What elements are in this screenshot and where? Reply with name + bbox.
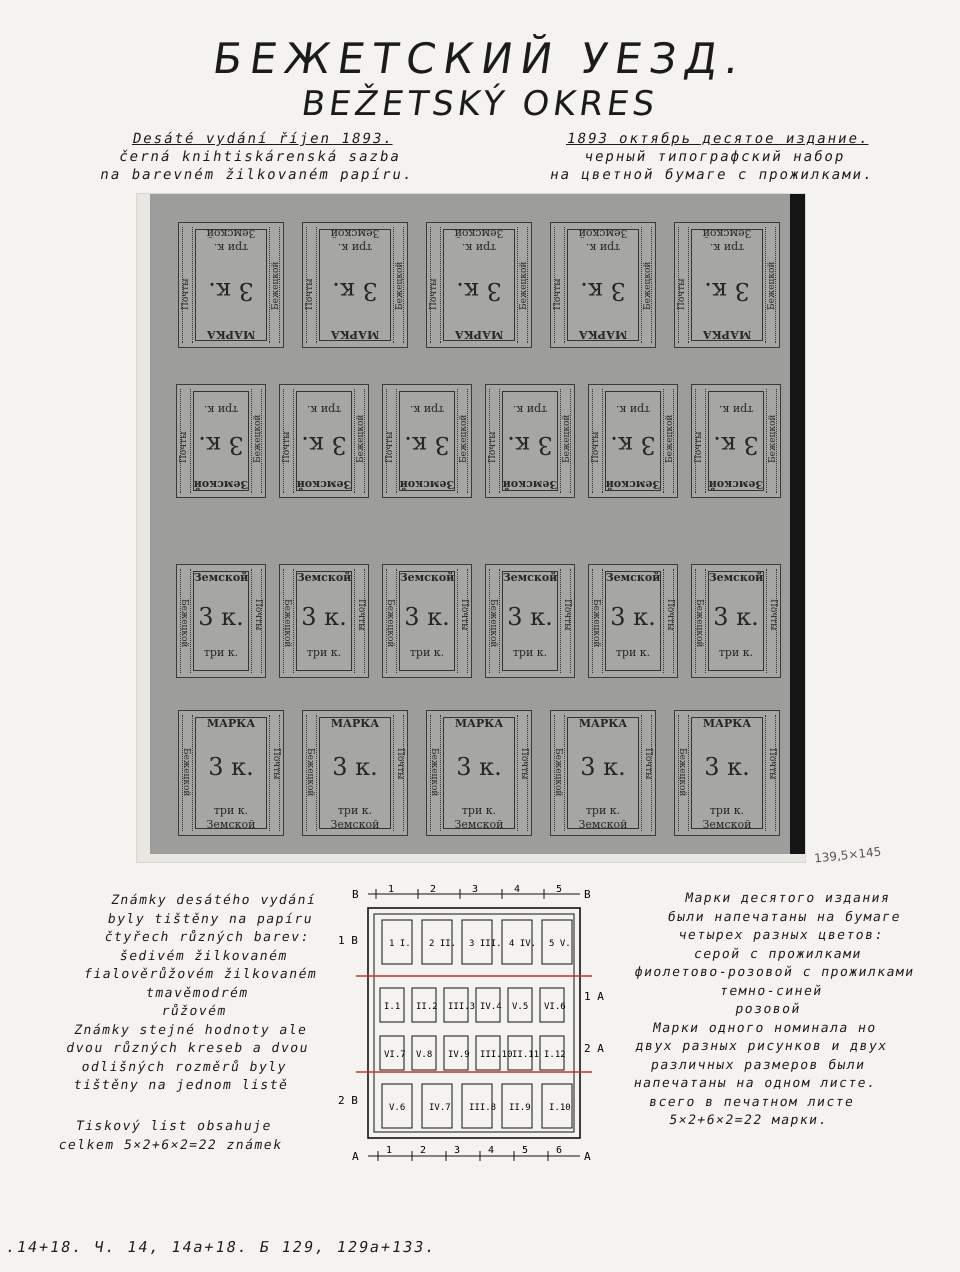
stamp-words: три к.	[306, 646, 342, 659]
stamp	[674, 710, 780, 836]
stamp	[691, 384, 781, 498]
diagram-stamp-label: II.11	[512, 1050, 540, 1060]
stamp-side-text: Бежецкой	[271, 261, 281, 310]
diagram-stamp-label: 2 II.	[429, 939, 457, 949]
caption-right-line1: черный типографский набор	[583, 149, 847, 165]
stamp-side-text: Бежецкой	[429, 748, 439, 797]
caption-left-heading: Desáté vydání říjen 1893.	[131, 131, 395, 147]
stamp-side-text: Почты	[282, 432, 292, 464]
diagram-row-label: 1 B	[338, 934, 358, 947]
stamp	[302, 710, 408, 836]
stamp-denomination: 3 к.	[404, 603, 450, 632]
diagram-row-label: 1 A	[584, 990, 604, 1003]
stamp-side-text: Почты	[385, 432, 395, 464]
stamp-denomination: 3 к.	[208, 753, 254, 782]
stamp-top-text: МАРКА	[578, 717, 628, 730]
size-note: 139,5×145	[813, 844, 882, 866]
description-russian-line: всего в печатном листе	[647, 1094, 856, 1110]
diagram-stamp-label: IV.7	[429, 1103, 451, 1113]
stamp-side-text: Бежецкой	[179, 598, 189, 647]
diagram-stamp-label: 3 III.	[469, 939, 502, 949]
stamp-words: три к.	[709, 241, 745, 254]
stamp-top-text: Земской	[502, 478, 558, 491]
caption-left-line1: černá knihtiskárenská sazba	[117, 149, 403, 165]
stamp-bottom-text: Земской	[330, 227, 380, 240]
diagram-stamp-label: III.10	[480, 1050, 513, 1060]
description-czech-line: tmavěmodrém	[144, 985, 250, 1001]
diagram-top-mark: 1	[388, 884, 395, 895]
diagram-bottom-mark: 2	[420, 1145, 427, 1156]
description-russian-line: напечатаны на одном листе.	[632, 1076, 878, 1091]
stamp-side-text: Почты	[553, 278, 563, 310]
stamp-top-text: Земской	[193, 571, 249, 584]
stamp	[588, 384, 678, 498]
diagram-stamp-label: VI.7	[384, 1050, 406, 1060]
description-czech-line: odlišných rozměrů byly	[80, 1059, 289, 1075]
stamp-sheet	[150, 194, 790, 854]
stamp-bottom-text: Земской	[454, 227, 504, 240]
stamp-top-text: Земской	[502, 571, 558, 584]
diagram-corner-label: A	[584, 1150, 591, 1163]
stamp-top-text: МАРКА	[578, 328, 628, 341]
description-czech-line: fialověrůžovém žilkovaném	[82, 967, 319, 982]
stamp-denomination: 3 к.	[507, 430, 553, 459]
diagram-stamp-label: III.8	[469, 1103, 497, 1113]
stamp	[302, 222, 408, 348]
diagram-bottom-mark: 4	[488, 1145, 495, 1156]
stamp-words: три к.	[409, 403, 445, 416]
diagram-top-mark: 2	[430, 884, 437, 895]
stamp	[426, 710, 532, 836]
stamp-top-text: Земской	[296, 571, 352, 584]
diagram-stamp-label: IV.4	[480, 1002, 502, 1012]
stamp-side-text: Почты	[694, 432, 704, 464]
page-subtitle: BEŽETSKÝ OKRES	[299, 84, 661, 124]
stamp	[550, 710, 656, 836]
stamp-top-text: Земской	[399, 571, 455, 584]
diagram-stamp-label: II.2	[416, 1002, 438, 1012]
stamp-side-text: Бежецкой	[694, 598, 704, 647]
stamp-side-text: Почты	[677, 278, 687, 310]
stamp-denomination: 3 к.	[301, 603, 347, 632]
stamp-denomination: 3 к.	[704, 276, 750, 305]
stamp-side-text: Почты	[271, 748, 281, 780]
diagram-bottom-mark: 1	[386, 1145, 393, 1156]
stamp-top-text: МАРКА	[206, 717, 256, 730]
stamp-side-text: Почты	[519, 748, 529, 780]
catalog-reference: .14+18. Ч. 14, 14а+18. Б 129, 129а+133.	[4, 1238, 438, 1256]
diagram-top-mark: 3	[472, 884, 479, 895]
stamp-denomination: 3 к.	[456, 276, 502, 305]
stamp-side-text: Бежецкой	[395, 261, 405, 310]
diagram-top-mark: 4	[514, 884, 521, 895]
stamp-words: три к.	[585, 241, 621, 254]
description-czech-line: růžovém	[160, 1004, 229, 1019]
stamp-denomination: 3 к.	[332, 276, 378, 305]
diagram-bottom-mark: 5	[522, 1145, 529, 1156]
stamp-top-text: МАРКА	[330, 717, 380, 730]
stamp	[674, 222, 780, 348]
description-russian	[577, 890, 959, 1131]
stamp-side-text: Почты	[459, 598, 469, 630]
stamp-words: три к.	[409, 646, 445, 659]
stamp-side-text: Бежецкой	[768, 415, 778, 464]
page-title: БЕЖЕТСКИЙ УЕЗД.	[209, 34, 751, 83]
stamp-side-text: Бежецкой	[181, 748, 191, 797]
stamp-side-text: Бежецкой	[562, 415, 572, 464]
description-czech-line: šedivém žilkovaném	[118, 948, 290, 964]
stamp-side-text: Почты	[562, 598, 572, 630]
stamp-side-text: Почты	[305, 278, 315, 310]
diagram-stamp-label: III.3	[448, 1002, 476, 1012]
stamp-side-text: Почты	[488, 432, 498, 464]
stamp	[279, 564, 369, 678]
stamp-words: три к.	[203, 403, 239, 416]
description-czech-line: Známky desátého vydání	[109, 893, 318, 908]
stamp-side-text: Почты	[591, 432, 601, 464]
stamp	[176, 564, 266, 678]
stamp	[382, 564, 472, 678]
stamp-side-text: Бежецкой	[488, 598, 498, 647]
stamp-words: три к.	[512, 403, 548, 416]
stamp-words: три к.	[461, 241, 497, 254]
stamp-side-text: Почты	[768, 598, 778, 630]
stamp-bottom-text: Земской	[702, 227, 752, 240]
stamp-side-text: Бежецкой	[356, 415, 366, 464]
stamp-top-text: Земской	[708, 571, 764, 584]
diagram-stamp-label: 1 I.	[389, 939, 411, 949]
stamp-side-text: Почты	[356, 598, 366, 630]
diagram-stamp-label: II.9	[509, 1103, 531, 1113]
description-czech-line: celkem 5×2+6×2=22 známek	[57, 1137, 284, 1153]
stamp-words: три к.	[585, 804, 621, 817]
stamp-side-text: Почты	[643, 748, 653, 780]
stamp-top-text: Земской	[296, 478, 352, 491]
caption-right-line2: на цветной бумаге с прожилками.	[548, 167, 875, 183]
stamp-top-text: Земской	[605, 571, 661, 584]
diagram-row-label: 2 B	[338, 1094, 358, 1107]
stamp-top-text: МАРКА	[702, 328, 752, 341]
stamp-denomination: 3 к.	[456, 753, 502, 782]
stamp-side-text: Бежецкой	[282, 598, 292, 647]
description-russian-line: двух разных рисунков и двух	[634, 1039, 889, 1054]
diagram-bottom-mark: 3	[454, 1145, 461, 1156]
diagram-corner-label: A	[352, 1150, 359, 1163]
stamp-denomination: 3 к.	[332, 753, 378, 782]
stamp	[426, 222, 532, 348]
stamp-side-text: Почты	[181, 278, 191, 310]
stamp-top-text: Земской	[708, 478, 764, 491]
description-russian-line: 5×2+6×2=22 марки.	[667, 1113, 830, 1128]
stamp-words: три к.	[615, 403, 651, 416]
stamp-side-text: Бежецкой	[677, 748, 687, 797]
stamp-words: три к.	[615, 646, 651, 659]
stamp-top-text: МАРКА	[454, 328, 504, 341]
diagram-stamp-label: V.8	[416, 1050, 433, 1060]
stamp-denomination: 3 к.	[580, 753, 626, 782]
caption-right	[515, 130, 915, 184]
stamp-bottom-text: Земской	[454, 818, 504, 831]
stamp-top-text: МАРКА	[330, 328, 380, 341]
description-czech-line: Známky stejné hodnoty ale	[72, 1022, 309, 1038]
stamp	[176, 384, 266, 498]
layout-diagram	[336, 882, 608, 1172]
caption-right-heading: 1893 октябрь десятое издание.	[565, 131, 871, 147]
stamp-words: три к.	[512, 646, 548, 659]
stamp-side-text: Бежецкой	[519, 261, 529, 310]
description-russian-line: Марки одного номинала но	[651, 1020, 879, 1036]
description-czech-line: tištěny na jednom listě	[72, 1078, 290, 1093]
stamp-side-text: Почты	[665, 598, 675, 630]
stamp-side-text: Бежецкой	[459, 415, 469, 464]
description-czech-line: Tiskový list obsahuje	[74, 1119, 274, 1134]
stamp-denomination: 3 к.	[580, 276, 626, 305]
description-czech-line: dvou různých kreseb a dvou	[65, 1041, 311, 1056]
stamp-top-text: МАРКА	[702, 717, 752, 730]
stamp-bottom-text: Земской	[206, 818, 256, 831]
diagram-row-label: 2 A	[584, 1042, 604, 1055]
diagram-corner-label: B	[352, 888, 359, 901]
description-czech-line: byly tištěny na papíru	[106, 911, 315, 927]
stamp-top-text: Земской	[399, 478, 455, 491]
stamp-side-text: Почты	[253, 598, 263, 630]
description-russian-line: серой с прожилками	[692, 946, 864, 962]
stamp-side-text: Бежецкой	[767, 261, 777, 310]
stamp	[550, 222, 656, 348]
stamp-side-text: Почты	[179, 432, 189, 464]
stamp-top-text: МАРКА	[454, 717, 504, 730]
stamp-denomination: 3 к.	[198, 430, 244, 459]
stamp-denomination: 3 к.	[713, 603, 759, 632]
description-czech-line	[15, 1100, 338, 1119]
stamp	[485, 384, 575, 498]
stamp-side-text: Почты	[429, 278, 439, 310]
diagram-stamp-label: V.6	[389, 1103, 406, 1113]
stamp-bottom-text: Земской	[206, 227, 256, 240]
stamp-top-text: Земской	[605, 478, 661, 491]
stamp-side-text: Бежецкой	[385, 598, 395, 647]
stamp-bottom-text: Земской	[702, 818, 752, 831]
stamp-words: три к.	[306, 403, 342, 416]
stamp-denomination: 3 к.	[610, 430, 656, 459]
stamp-words: три к.	[203, 646, 239, 659]
caption-left	[65, 130, 455, 184]
stamp-words: три к.	[213, 804, 249, 817]
diagram-stamp-label: I.1	[384, 1002, 401, 1012]
stamp-words: три к.	[461, 804, 497, 817]
diagram-top-mark: 5	[556, 884, 563, 895]
diagram-stamp-label: V.5	[512, 1002, 529, 1012]
caption-left-line2: na barevném žilkovaném papíru.	[98, 167, 415, 183]
stamp-top-text: МАРКА	[206, 328, 256, 341]
stamp-bottom-text: Земской	[578, 818, 628, 831]
diagram-stamp-label: I.10	[549, 1103, 571, 1113]
diagram-bottom-mark: 6	[556, 1145, 563, 1156]
stamp-words: три к.	[709, 804, 745, 817]
diagram-stamp-label: 4 IV.	[509, 939, 537, 949]
stamp-denomination: 3 к.	[507, 603, 553, 632]
stamp-words: три к.	[213, 241, 249, 254]
stamp-words: три к.	[718, 403, 754, 416]
stamp	[279, 384, 369, 498]
stamp	[382, 384, 472, 498]
stamp-denomination: 3 к.	[198, 603, 244, 632]
diagram-stamp-label: VI.6	[544, 1002, 566, 1012]
stamp-bottom-text: Земской	[330, 818, 380, 831]
stamp-denomination: 3 к.	[713, 430, 759, 459]
description-russian-line: Марки десятого издания	[683, 891, 892, 906]
description-czech	[9, 892, 375, 1155]
stamp	[691, 564, 781, 678]
stamp-bottom-text: Земской	[578, 227, 628, 240]
stamp-side-text: Бежецкой	[553, 748, 563, 797]
stamp-side-text: Бежецкой	[643, 261, 653, 310]
stamp-words: три к.	[718, 646, 754, 659]
diagram-stamp-label: IV.9	[448, 1050, 470, 1060]
stamp-side-text: Почты	[395, 748, 405, 780]
description-russian-line: различных размеров были	[649, 1057, 867, 1073]
diagram-corner-label: B	[584, 888, 591, 901]
stamp-side-text: Бежецкой	[305, 748, 315, 797]
stamp-side-text: Бежецкой	[253, 415, 263, 464]
stamp-side-text: Почты	[767, 748, 777, 780]
description-czech-line: čtyřech různých barev:	[103, 930, 312, 945]
stamp-denomination: 3 к.	[301, 430, 347, 459]
stamp	[588, 564, 678, 678]
stamp-denomination: 3 к.	[208, 276, 254, 305]
description-russian-line: были напечатаны на бумаге	[666, 909, 903, 925]
stamp-words: три к.	[337, 241, 373, 254]
stamp-top-text: Земской	[193, 478, 249, 491]
stamp-denomination: 3 к.	[704, 753, 750, 782]
stamp-denomination: 3 к.	[404, 430, 450, 459]
stamp-side-text: Бежецкой	[665, 415, 675, 464]
stamp	[485, 564, 575, 678]
stamp	[178, 222, 284, 348]
stamp	[178, 710, 284, 836]
stamp-side-text: Бежецкой	[591, 598, 601, 647]
stamp-denomination: 3 к.	[610, 603, 656, 632]
description-russian-line: четырех разных цветов:	[677, 928, 886, 943]
description-russian-line: фиолетово-розовой с прожилками	[633, 965, 916, 980]
stamp-words: три к.	[337, 804, 373, 817]
description-russian-line: темно-синей	[718, 983, 825, 999]
description-russian-line: розовой	[734, 1002, 803, 1017]
diagram-stamp-label: I.12	[544, 1050, 566, 1060]
diagram-stamp-label: 5 V.	[549, 939, 571, 949]
